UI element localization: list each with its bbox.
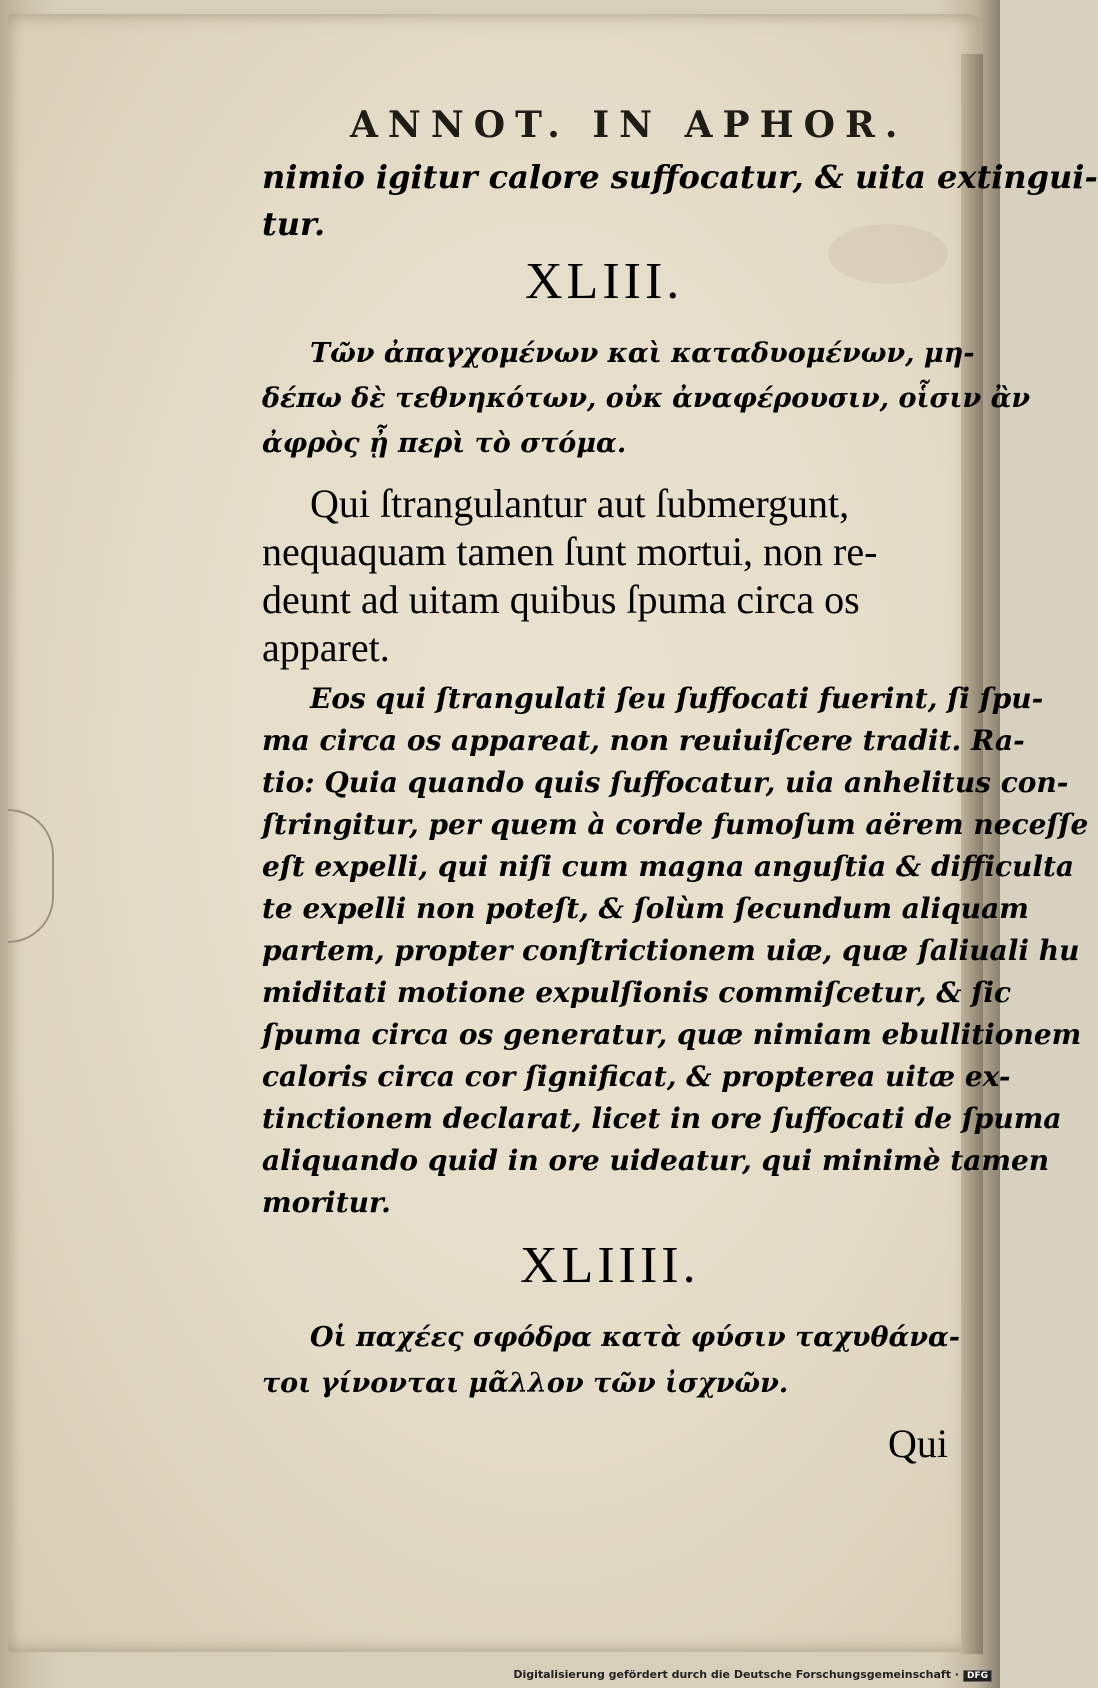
- commentary-line: ma circa os appareat, non reuiuiſcere tradit. Ra-: [262, 724, 1025, 757]
- commentary-line: tio: Quia quando quis ſuffocatur, uia anhelitus con-: [262, 766, 1069, 799]
- greek-line: τοι γίνονται μᾶλλον τῶν ἰσχνῶν.: [262, 1368, 789, 1399]
- translation-line: deunt ad uitam quibus ſpuma circa os: [262, 577, 860, 622]
- commentary-line: aliquando quid in ore uideatur, qui minimè tamen: [262, 1144, 1050, 1177]
- greek-line: Τῶν ἀπαγχομένων καὶ καταδυομένων, μη-: [310, 338, 975, 369]
- commentary-line: ſpuma circa os generatur, quæ nimiam ebullitionem: [262, 1018, 1082, 1051]
- show-through-mark: [828, 224, 948, 284]
- section-number: XLIIII.: [520, 1237, 700, 1294]
- translation-line: nequaquam tamen ſunt mortui, non re-: [262, 529, 878, 574]
- commentary-line: tinctionem declarat, licet in ore ſuffocati de ſpuma: [262, 1102, 1062, 1135]
- commentary-line: moritur.: [262, 1186, 391, 1219]
- catchword: Qui: [888, 1421, 948, 1466]
- commentary-line: caloris circa cor ſignificat, & propterea uitæ ex-: [262, 1060, 1011, 1093]
- translation-line: Qui ſtrangulantur aut ſubmergunt,: [310, 481, 850, 526]
- greek-line: Οἱ παχέες σφόδρα κατὰ φύσιν ταχυθάνα-: [310, 1322, 961, 1353]
- commentary-line: partem, propter conſtrictionem uiæ, quæ ſaliuali hu: [262, 934, 1080, 967]
- greek-line: ἀφρὸς ᾖ περὶ τὸ στόμα.: [262, 428, 627, 459]
- section-number: XLIII.: [525, 253, 684, 310]
- commentary-line: te expelli non poteſt, & ſolùm ſecundum aliquam: [262, 892, 1029, 925]
- text-line: tur.: [262, 205, 326, 243]
- commentary-line: Eos qui ſtrangulati ſeu ſuffocati fuerint, ſi ſpu-: [310, 682, 1044, 715]
- commentary-line: miditati motione expulſionis commiſcetur, & ſic: [262, 976, 1012, 1009]
- running-header: ANNOT. IN APHOR.: [350, 104, 908, 146]
- translation-line: apparet.: [262, 625, 390, 670]
- digitization-credit: [513, 1668, 992, 1682]
- page-tab-outline: [8, 809, 54, 943]
- text-line: nimio igitur calore suffocatur, & uita extingui-: [262, 158, 1098, 196]
- credit-text: Digitalisierung gefördert durch die Deutsche Forschungsgemeinschaft ·: [513, 1668, 959, 1681]
- dfg-logo: DFG: [963, 1670, 992, 1682]
- commentary-line: eſt expelli, qui niſi cum magna anguſtia & difficulta: [262, 850, 1075, 883]
- greek-line: δέπω δὲ τεθνηκότων, οὐκ ἀναφέρουσιν, οἷσιν ἂν: [262, 383, 1031, 414]
- commentary-line: ſtringitur, per quem à corde fumoſum aërem neceſſe: [262, 808, 1089, 841]
